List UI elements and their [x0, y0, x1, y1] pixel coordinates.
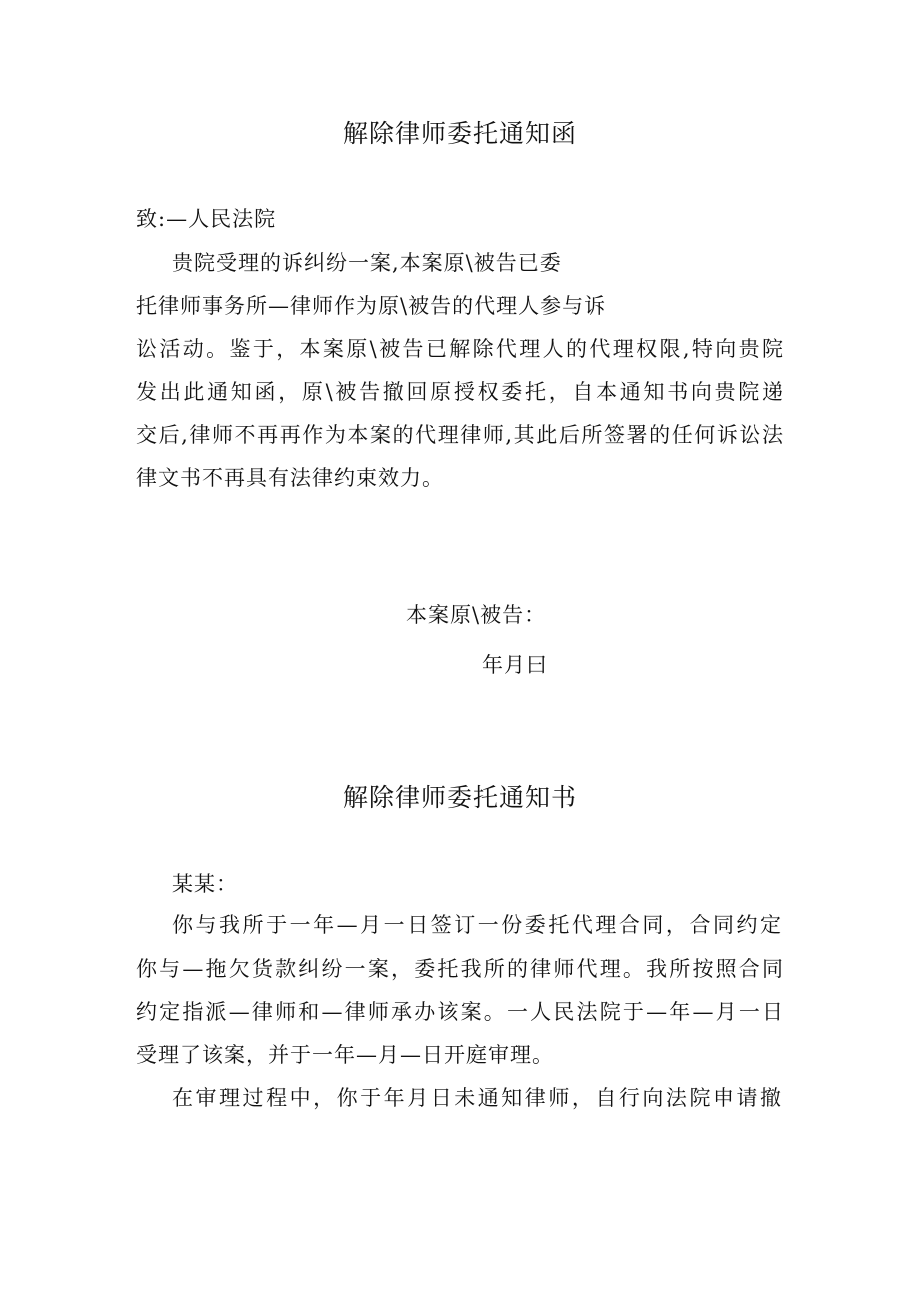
letter-2-body-line: 你与我所于一年—月一日签订一份委托代理合同，合同约定	[172, 913, 782, 937]
letter-1-body-line: 讼活动。鉴于，本案原\被告已解除代理人的代理权限,特向贵院	[136, 337, 784, 361]
letter-2-title: 解除律师委托通知书	[342, 783, 577, 812]
letter-1-body-line: 交后,律师不再再作为本案的代理律师,其此后所签署的任何诉讼法	[136, 423, 784, 447]
letter-1-body-line: 发出此通知函，原\被告撤回原授权委托，自本通知书向贵院递	[136, 380, 784, 404]
letter-1-date: 年月曰	[482, 653, 548, 677]
letter-1-body-line: 托律师事务所—律师作为原\被告的代理人参与诉	[136, 294, 607, 318]
letter-1-body-line: 贵院受理的诉纠纷一案,本案原\被告已委	[172, 251, 562, 275]
letter-1-recipient: 致:—人民法院	[136, 207, 277, 231]
letter-2-body-line: 在审理过程中，你于年月日未通知律师，自行向法院申请撤	[172, 1086, 782, 1110]
letter-1-signature: 本案原\被告：	[406, 603, 547, 627]
letter-2-body-line: 受理了该案，并于一年—月—日开庭审理。	[136, 1043, 554, 1067]
letter-2-recipient: 某某：	[172, 872, 238, 896]
letter-2-body-line: 约定指派—律师和—律师承办该案。一人民法院于—年—月一日	[136, 1000, 784, 1024]
letter-2-body-line: 你与—拖欠货款纠纷一案，委托我所的律师代理。我所按照合同	[136, 957, 784, 981]
letter-1-body-line: 律文书不再具有法律约束效力。	[136, 466, 444, 490]
letter-1-title: 解除律师委托通知函	[342, 119, 577, 148]
